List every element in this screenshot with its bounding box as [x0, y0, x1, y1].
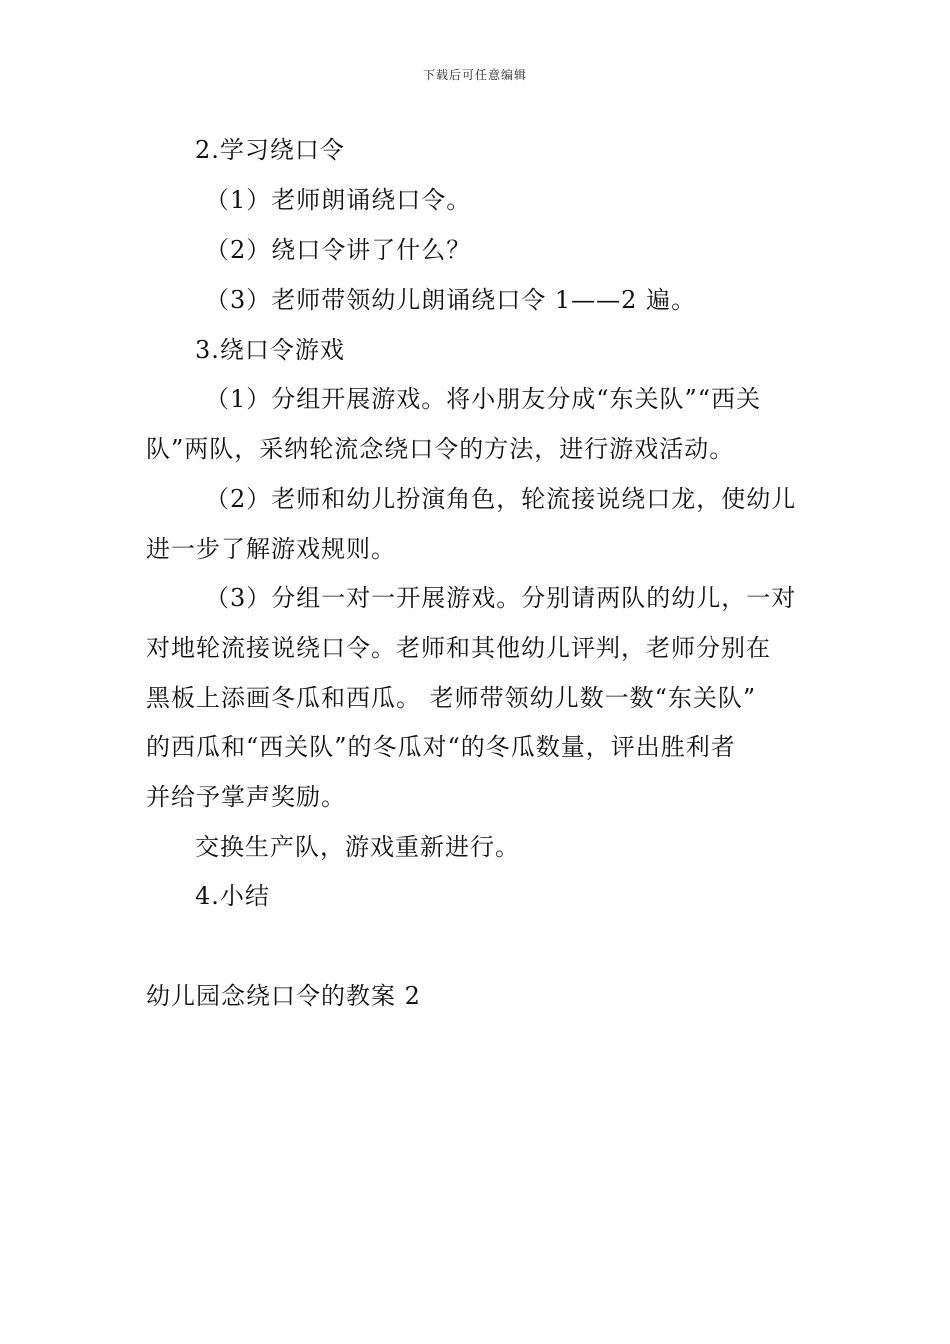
paragraph-line: （1）分组开展游戏。将小朋友分成“东关队”“西关	[205, 385, 762, 413]
paragraph-line: 对地轮流接说绕口令。老师和其他幼儿评判，老师分别在	[146, 634, 771, 662]
paragraph-line: （3）分组一对一开展游戏。分别请两队的幼儿，一对	[205, 584, 797, 612]
paragraph-line: （2）绕口令讲了什么？	[205, 236, 472, 264]
next-section-title: 幼儿园念绕口令的教案 2	[146, 982, 421, 1010]
paragraph-line: 进一步了解游戏规则。	[146, 535, 396, 563]
section-heading-summary: 4.小结	[195, 882, 270, 910]
paragraph-line: （2）老师和幼儿扮演角色，轮流接说绕口龙，使幼儿	[205, 485, 797, 513]
paragraph-line: 黑板上添画冬瓜和西瓜。 老师带领幼儿数一数“东关队”	[146, 684, 757, 712]
paragraph-line: 的西瓜和“西关队”的冬瓜对“的冬瓜数量，评出胜利者	[146, 733, 736, 761]
paragraph-line: 并给予掌声奖励。	[146, 783, 346, 811]
section-heading-game: 3.绕口令游戏	[195, 336, 345, 364]
section-heading-learn: 2.学习绕口令	[195, 136, 345, 164]
paragraph-line: （1）老师朗诵绕口令。	[205, 186, 472, 214]
paragraph-line: （3）老师带领幼儿朗诵绕口令 1——2 遍。	[205, 286, 697, 314]
page-header: 下载后可任意编辑	[422, 68, 527, 82]
paragraph-line: 队”两队，采纳轮流念绕口令的方法，进行游戏活动。	[146, 435, 735, 463]
paragraph-line: 交换生产队，游戏重新进行。	[195, 833, 520, 861]
